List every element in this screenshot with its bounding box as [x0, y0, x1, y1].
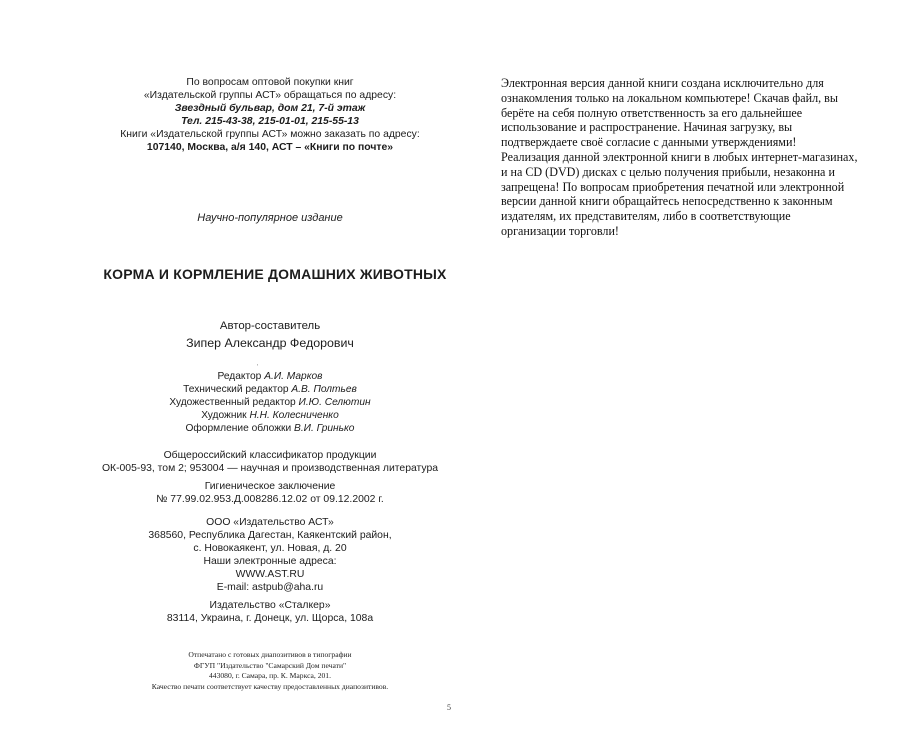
classifier-code: ОК-005-93, том 2; 953004 — научная и производственная литература: [101, 463, 439, 474]
disclaimer-line: и на CD (DVD) дисках с целью получения прибыли, незаконна и: [501, 164, 835, 179]
contact-line-1: По вопросам оптовой покупки книг: [186, 77, 354, 88]
disclaimer-line: использование и распространение. Начиная загрузку, вы: [501, 120, 793, 135]
mail-order-address: 107140, Москва, а/я 140, АСТ – «Книги по почте»: [146, 142, 394, 153]
publisher-info: [70, 516, 470, 594]
disclaimer-line: Электронная версия данной книги создана исключительно для: [501, 76, 824, 90]
publisher-name: ООО «Издательство АСТ»: [206, 517, 334, 528]
publisher-web-label: Наши электронные адреса:: [203, 556, 337, 567]
staff-credits: [70, 370, 470, 435]
wholesale-contact: [70, 76, 470, 154]
printing-info: [70, 650, 470, 692]
printing-line-2: ФГУП "Издательство "Самарский Дом печати": [193, 660, 347, 670]
staff-line: [70, 383, 470, 396]
disclaimer-line: запрещена! По вопросам приобретения печатной или электронной: [501, 179, 845, 194]
staff-line: [70, 409, 470, 422]
staff-person: А.В. Полтьев: [291, 384, 357, 395]
publisher-address-1: 368560, Республика Дагестан, Каякентский район,: [148, 530, 392, 541]
book-title: КОРМА И КОРМЛЕНИЕ ДОМАШНИХ ЖИВОТНЫХ: [103, 266, 447, 282]
disclaimer-line: берёте на себя полную ответственность за его дальнейшее: [501, 105, 803, 120]
contact-line-2: «Издательской группы АСТ» обращаться по адресу:: [143, 90, 397, 101]
publisher-website: WWW.AST.RU: [235, 569, 305, 580]
disclaimer-line: издателям, их представителям, либо в соответствующие: [501, 209, 791, 224]
co-publisher-name: Издательство «Сталкер»: [209, 600, 331, 611]
co-publisher-info: [70, 599, 470, 625]
publisher-email: E-mail: astpub@aha.ru: [216, 582, 324, 593]
disclaimer-line: Реализация данной электронной книги в любых интернет-магазинах,: [501, 149, 858, 164]
staff-role: Редактор: [217, 371, 262, 382]
hygiene-title: Гигиеническое заключение: [204, 481, 336, 492]
co-publisher-address: 83114, Украина, г. Донецк, ул. Щорса, 108а: [166, 613, 374, 624]
staff-person: Н.Н. Колесниченко: [249, 410, 339, 421]
hygiene-number: № 77.99.02.953.Д.008286.12.02 от 09.12.2002 г.: [156, 494, 384, 505]
disclaimer-line: ознакомления только на локальном компьютере! Скачав файл, вы: [501, 90, 838, 105]
disclaimer-line: организации торговли!: [501, 223, 619, 238]
author-role: Автор-составитель: [219, 320, 321, 332]
staff-line: [70, 422, 470, 435]
print-mark: ˌ: [256, 357, 259, 366]
staff-line: [70, 370, 470, 383]
staff-role: Художественный редактор: [169, 397, 296, 408]
staff-person: В.И. Гринько: [294, 423, 355, 434]
ebook-disclaimer: [501, 76, 891, 239]
contact-address: Звездный бульвар, дом 21, 7-й этаж: [174, 103, 366, 114]
product-classifier: [70, 449, 470, 475]
disclaimer-line: подтверждаете своё согласие с данными утверждениями!: [501, 135, 797, 150]
staff-person: И.Ю. Селютин: [298, 397, 371, 408]
disclaimer-line: версии данной книги обращайтесь непосредственно к законным: [501, 194, 833, 209]
contact-line-5: Книги «Издательской группы АСТ» можно заказать по адресу:: [120, 129, 420, 140]
staff-person: А.И. Марков: [264, 371, 323, 382]
hygiene-certificate: [70, 480, 470, 506]
staff-role: Художник: [201, 410, 247, 421]
publisher-address-2: с. Новокаякент, ул. Новая, д. 20: [193, 543, 347, 554]
classifier-title: Общероссийский классификатор продукции: [163, 450, 377, 461]
contact-phones: Тел. 215-43-38, 215-01-01, 215-55-13: [181, 116, 359, 127]
staff-role: Технический редактор: [183, 384, 289, 395]
page-number: 5: [447, 703, 451, 712]
printing-line-3: 443080, г. Самара, пр. К. Маркса, 201.: [208, 671, 331, 680]
author-name: Зипер Александр Федорович: [186, 336, 354, 350]
staff-line: [70, 396, 470, 409]
printing-line-4: Качество печати соответствует качеству предоставленных диапозитивов.: [151, 681, 389, 691]
edition-type: Научно-популярное издание: [197, 212, 343, 224]
printing-line-1: Отпечатано с готовых диапозитивов в типографии: [188, 650, 352, 659]
staff-role: Оформление обложки: [185, 423, 292, 434]
